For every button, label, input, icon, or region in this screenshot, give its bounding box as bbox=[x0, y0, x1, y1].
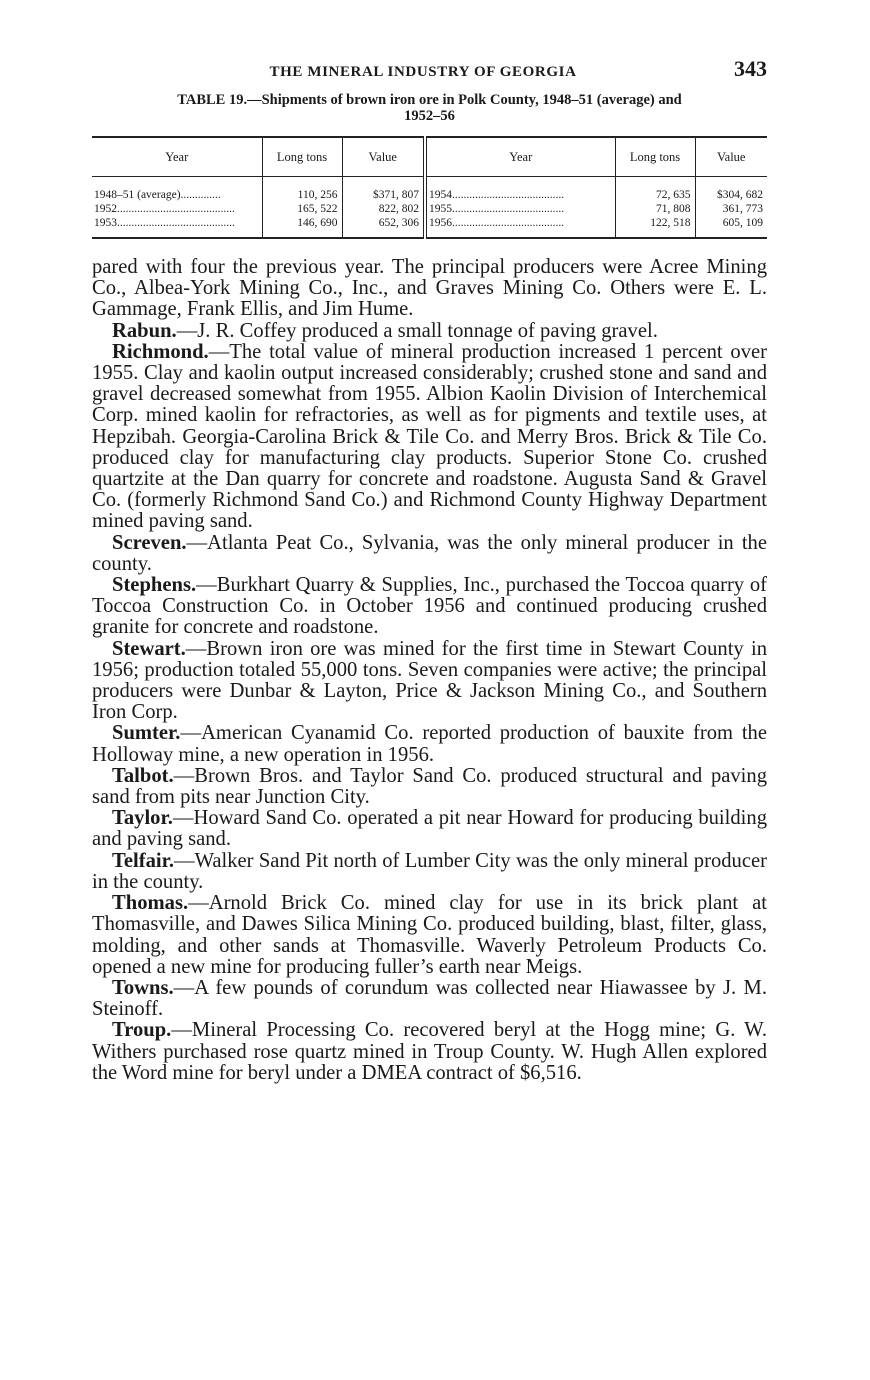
page-number: 343 bbox=[734, 56, 767, 81]
county-heading: Taylor. bbox=[112, 807, 173, 830]
county-heading: Screven. bbox=[112, 531, 187, 554]
table-row bbox=[92, 202, 767, 216]
paragraph-body: —J. R. Coffey produced a small tonnage of paving gravel. bbox=[176, 319, 658, 342]
paragraph bbox=[92, 978, 767, 1020]
county-heading: Sumter. bbox=[112, 722, 181, 745]
running-title: THE MINERAL INDUSTRY OF GEORGIA bbox=[269, 64, 577, 80]
column-header: Long tons bbox=[615, 137, 695, 177]
table-cell: 652, 306 bbox=[342, 216, 425, 238]
paragraph-body: —American Cyanamid Co. reported production of bauxite from the Holloway mine, a new operation in 1956. bbox=[92, 722, 767, 766]
paragraph-body: —Atlanta Peat Co., Sylvania, was the only mineral producer in the county. bbox=[92, 531, 767, 575]
page bbox=[92, 56, 767, 1084]
column-header: Long tons bbox=[262, 137, 342, 177]
paragraph bbox=[92, 1020, 767, 1084]
paragraph-body: pared with four the previous year. The principal producers were Acree Mining Co., Albea-York Mining Co., Inc., and Graves Mining Co. Others were E. L. Gammage, Frank Ellis, and Jim Hume. bbox=[92, 256, 767, 321]
county-heading: Troup. bbox=[112, 1019, 172, 1042]
paragraph-body: —A few pounds of corundum was collected near Hiawassee by J. M. Steinoff. bbox=[92, 976, 767, 1021]
paragraph-body: —Mineral Processing Co. recovered beryl at the Hogg mine; G. W. Withers purchased rose quartz mined in Troup County. W. Hugh Allen explored the Word mine for beryl under a DMEA contract of $6,516. bbox=[92, 1019, 767, 1084]
table-cell: 605, 109 bbox=[722, 217, 763, 229]
table-cell: 1954....................................... bbox=[425, 177, 615, 203]
column-header: Year bbox=[425, 137, 615, 177]
table-cell: 165, 522 bbox=[262, 202, 342, 216]
shipments-table bbox=[92, 136, 767, 239]
county-heading: Talbot. bbox=[112, 764, 174, 787]
county-heading: Thomas. bbox=[112, 892, 189, 915]
paragraph bbox=[92, 893, 767, 978]
table-cell: $371, 807 bbox=[342, 177, 425, 203]
county-heading: Telfair. bbox=[112, 849, 174, 872]
paragraph bbox=[92, 575, 767, 639]
column-header: Value bbox=[342, 137, 425, 177]
table-cell: 146, 690 bbox=[262, 216, 342, 238]
paragraph-body: —Arnold Brick Co. mined clay for use in its brick plant at Thomasville, and Dawes Silica Mining Co. produced building, blast, filter, glass, molding, and other sands at Thomasville. Waverly Petroleum Products Co. opened a new mine for producing fuller’s earth near Meigs. bbox=[92, 892, 767, 978]
paragraph bbox=[92, 808, 767, 850]
county-heading: Stewart. bbox=[112, 637, 186, 660]
table-cell: 1955....................................... bbox=[425, 202, 615, 216]
table-cell: 1952......................................... bbox=[92, 202, 262, 216]
paragraph bbox=[92, 723, 767, 765]
running-header bbox=[92, 56, 767, 90]
table-cell: 72, 635 bbox=[615, 177, 695, 203]
paragraph bbox=[92, 342, 767, 533]
column-header: Year bbox=[92, 137, 262, 177]
table-caption-line-1: TABLE 19.—Shipments of brown iron ore in Polk County, 1948–51 (average) and bbox=[177, 92, 682, 108]
table-cell: 110, 256 bbox=[262, 177, 342, 203]
county-heading: Towns. bbox=[112, 976, 174, 999]
table-caption bbox=[92, 92, 767, 124]
table-cell: 361, 773 bbox=[722, 203, 763, 215]
column-header: Value bbox=[695, 137, 767, 177]
paragraph bbox=[92, 533, 767, 575]
table-header-row bbox=[92, 137, 767, 177]
county-heading: Stephens. bbox=[112, 574, 197, 597]
table-cell: 122, 518 bbox=[615, 216, 695, 238]
table-cell: $304, 682 bbox=[717, 189, 763, 201]
table-cell: 1956....................................... bbox=[425, 216, 615, 238]
table-cell: 71, 808 bbox=[615, 202, 695, 216]
table-row bbox=[92, 177, 767, 203]
paragraph bbox=[92, 639, 767, 724]
paragraph-body: —Burkhart Quarry & Supplies, Inc., purchased the Toccoa quarry of Toccoa Construction Co. in October 1956 and continued producing crushed granite for concrete and roadstone. bbox=[92, 574, 767, 639]
county-heading: Richmond. bbox=[112, 340, 209, 363]
paragraph-body: —Howard Sand Co. operated a pit near Howard for producing building and paving sand. bbox=[92, 807, 767, 851]
paragraph-body: —The total value of mineral production increased 1 percent over 1955. Clay and kaolin output increased considerably; crushed stone and sand and gravel decreased somewhat from 1955. Albion Kaolin Division of Interchemical Corp. mined kaolin for refractories, as well as for pigments and textile uses, at Hepzibah. Georgia-Carolina Brick & Tile Co. and Merry Bros. Brick & Tile Co. produced clay for manufacturing clay products. Superior Stone Co. crushed quartzite at the Dan quarry for concrete and roadstone. Augusta Sand & Gravel Co. (formerly Richmond Sand Co.) and Richmond County Highway Department mined paving sand. bbox=[92, 340, 767, 533]
paragraph bbox=[92, 257, 767, 321]
table-cell: 1953......................................... bbox=[92, 216, 262, 238]
paragraph-body: —Brown Bros. and Taylor Sand Co. produced structural and paving sand from pits near Junction City. bbox=[92, 764, 767, 809]
paragraph-body: —Walker Sand Pit north of Lumber City was the only mineral producer in the county. bbox=[92, 849, 767, 893]
table-cell: 1948–51 (average).............. bbox=[92, 177, 262, 203]
paragraph bbox=[92, 766, 767, 808]
paragraph bbox=[92, 321, 767, 342]
table-cell: 822, 802 bbox=[342, 202, 425, 216]
paragraph-body: —Brown iron ore was mined for the first time in Stewart County in 1956; production totaled 55,000 tons. Seven companies were active; the principal producers were Dunbar & Layton, Price & Jackson Mining Co., and Southern Iron Corp. bbox=[92, 637, 767, 724]
table-caption-line-2: 1952–56 bbox=[404, 108, 455, 124]
paragraph bbox=[92, 851, 767, 893]
table-row bbox=[92, 216, 767, 238]
body-text bbox=[92, 257, 767, 1084]
county-heading: Rabun. bbox=[112, 319, 177, 342]
